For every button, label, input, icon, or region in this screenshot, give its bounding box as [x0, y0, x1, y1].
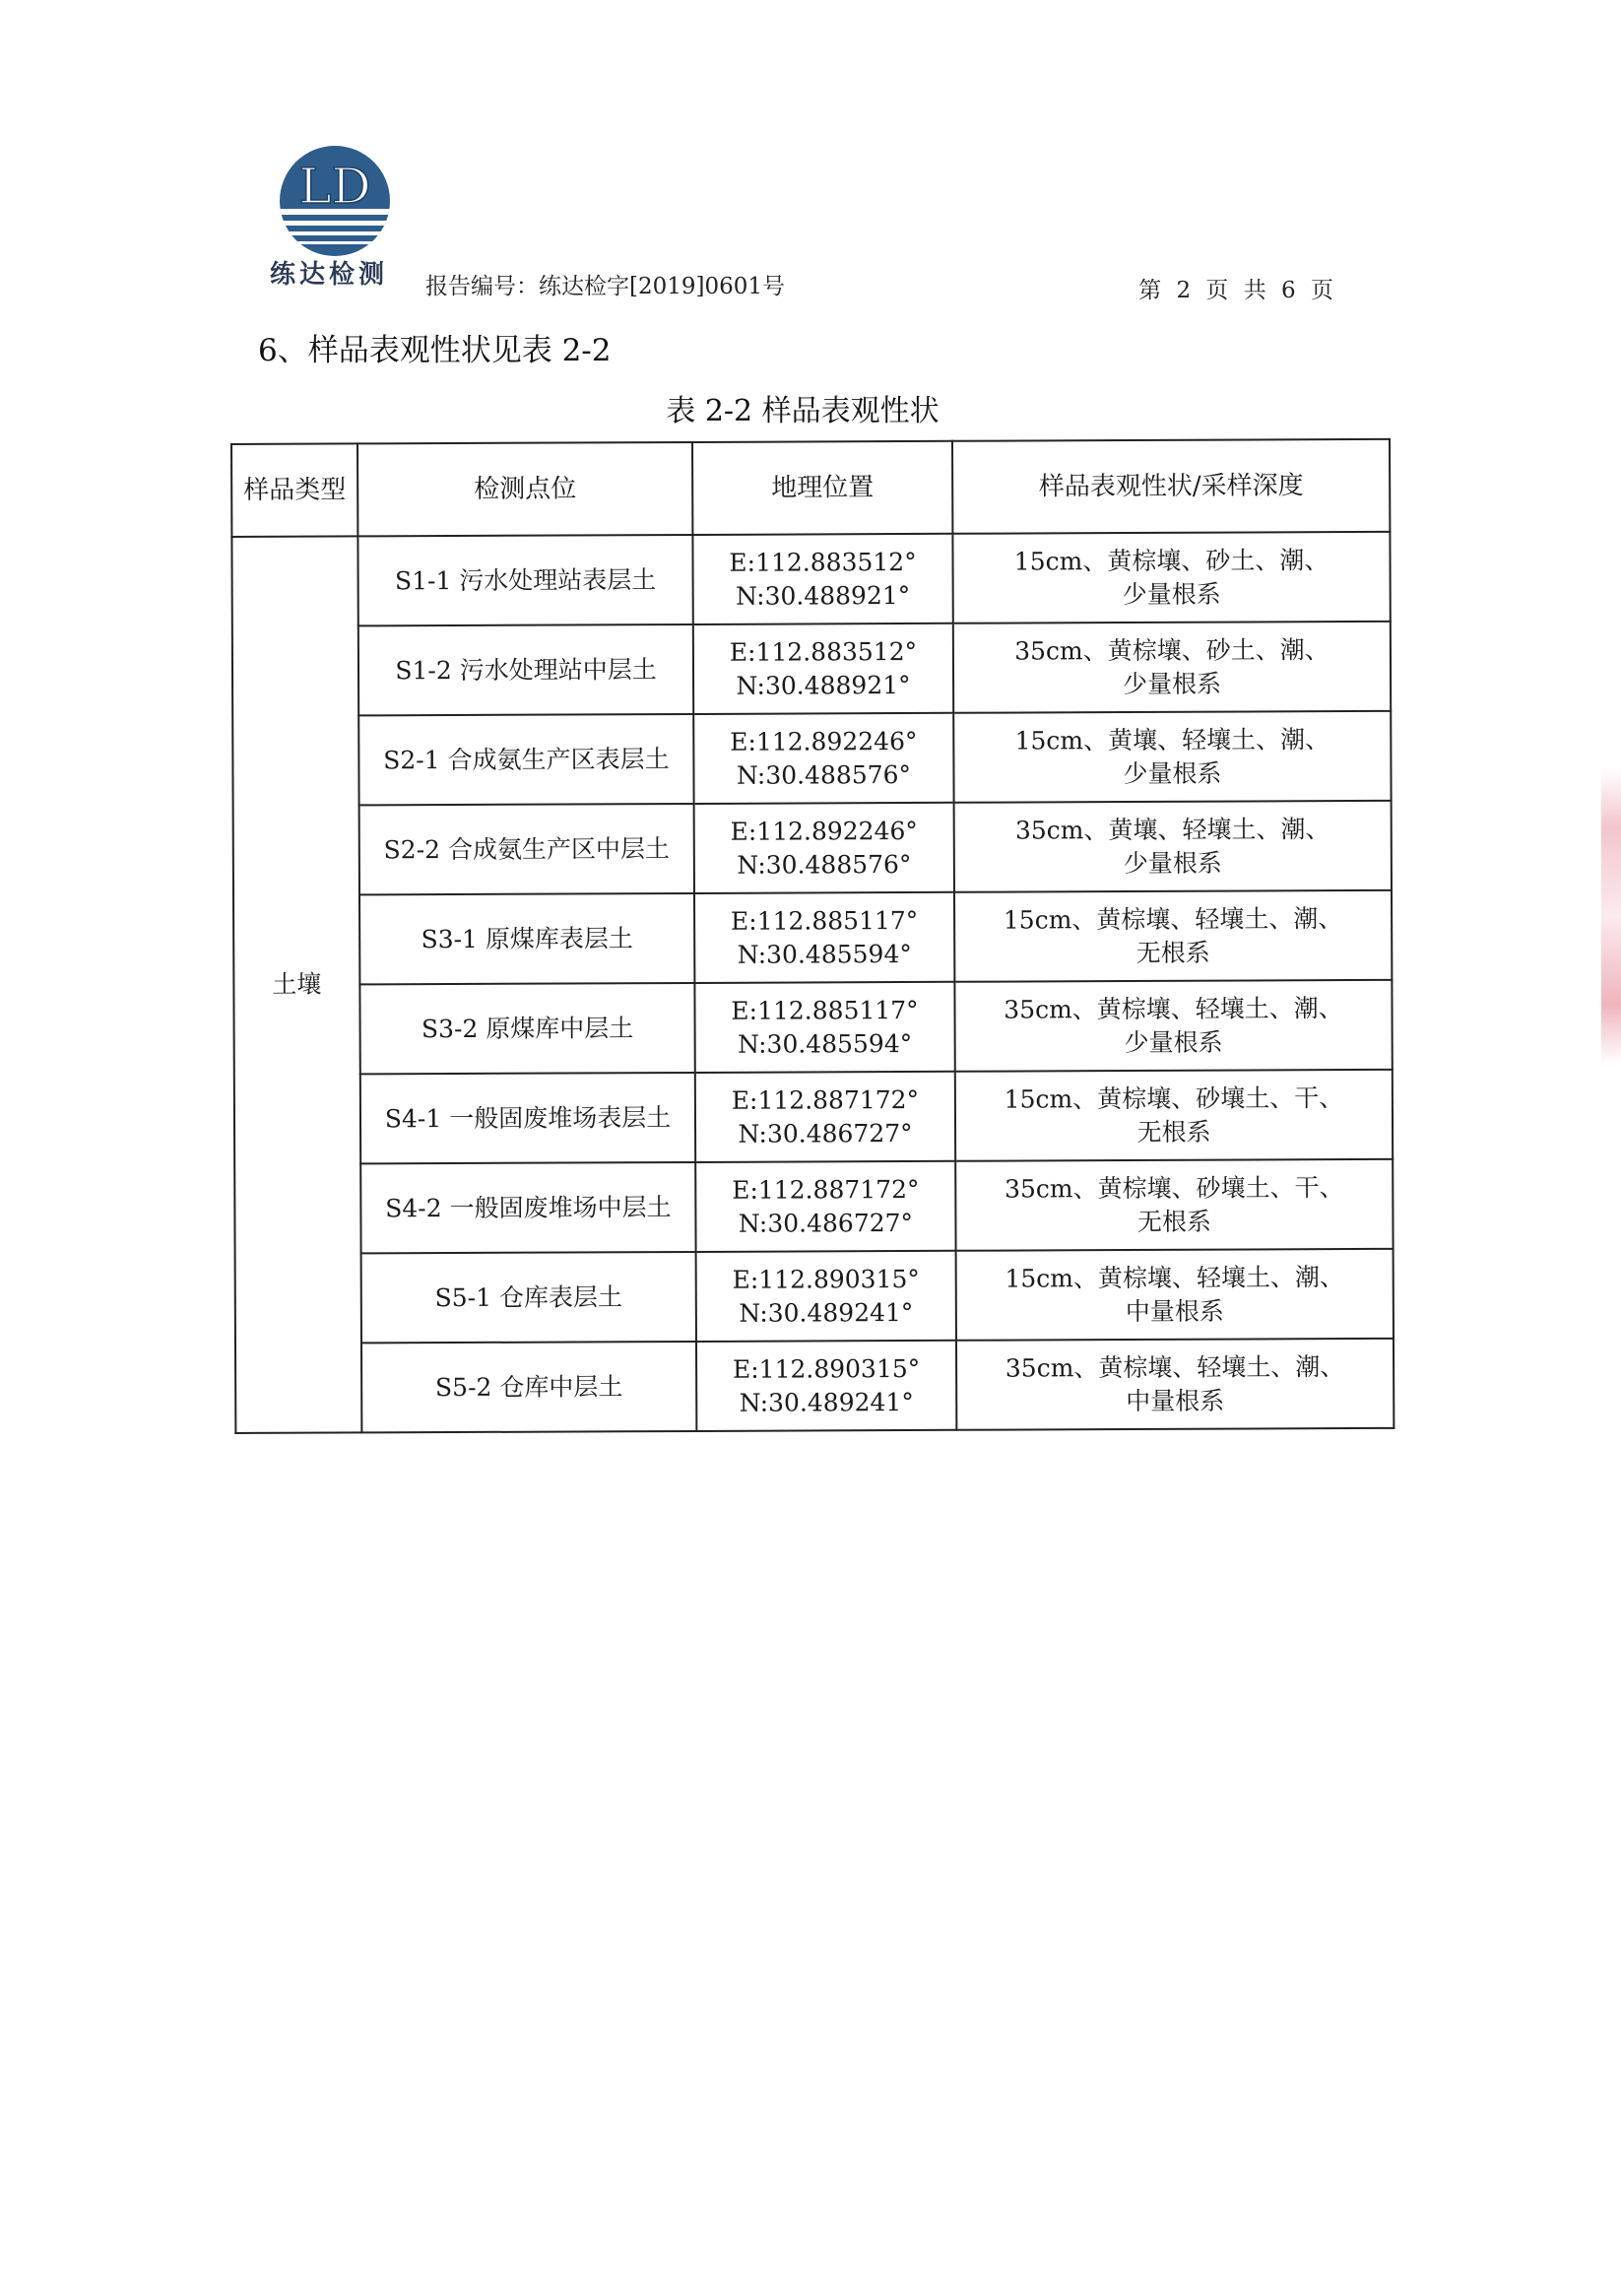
longitude: E:112.890315° [732, 1353, 921, 1384]
test-point-cell: S5-1 仓库表层土 [361, 1252, 696, 1343]
longitude: E:112.887172° [732, 1174, 920, 1205]
header-appearance: 样品表观性状/采样深度 [952, 439, 1390, 534]
test-point-cell: S3-1 原煤库表层土 [359, 893, 694, 984]
latitude: N:30.488921° [736, 670, 911, 700]
test-point-cell: S4-1 一般固废堆场表层土 [360, 1073, 695, 1163]
table-caption: 表 2-2 样品表观性状 [666, 394, 940, 428]
sample-type-cell: 土壤 [231, 536, 361, 1433]
appearance-cell [954, 980, 1392, 1072]
location-cell [694, 892, 954, 983]
latitude: N:30.488576° [737, 849, 912, 880]
appearance-line-1: 15cm、黄棕壤、轻壤土、潮、 [1005, 1262, 1345, 1293]
logo-name: 练达检测 [270, 260, 389, 290]
table-row [231, 532, 1390, 626]
latitude: N:30.488576° [736, 759, 912, 790]
location-cell [693, 713, 953, 804]
table-row [234, 1070, 1393, 1164]
header-test-point: 检测点位 [357, 442, 692, 536]
latitude: N:30.486727° [738, 1208, 914, 1238]
table-row [235, 1249, 1394, 1344]
appearance-line-1: 15cm、黄棕壤、砂壤土、干、 [1004, 1082, 1344, 1114]
test-point-cell: S1-1 污水处理站表层土 [357, 535, 692, 625]
header-location: 地理位置 [692, 441, 952, 535]
longitude: E:112.883512° [729, 547, 917, 577]
test-point-cell: S4-2 一般固废堆场中层土 [360, 1162, 695, 1253]
section-heading: 6、样品表观性状见表 2-2 [258, 333, 612, 368]
header-sample-type: 样品类型 [231, 443, 357, 537]
table-header-row [231, 439, 1390, 537]
appearance-line-1: 35cm、黄棕壤、砂土、潮、 [1014, 634, 1329, 666]
latitude: N:30.485594° [738, 1028, 913, 1059]
location-cell [696, 1251, 956, 1342]
location-cell [694, 803, 954, 893]
appearance-cell [954, 890, 1392, 982]
appearance-line-1: 35cm、黄棕壤、轻壤土、潮、 [1004, 993, 1343, 1024]
appearance-cell [953, 622, 1391, 713]
appearance-line-2: 无根系 [1135, 938, 1210, 967]
appearance-cell [952, 532, 1390, 623]
appearance-line-2: 无根系 [1136, 1117, 1211, 1147]
appearance-line-2: 少量根系 [1122, 669, 1222, 698]
logo-letters: LD [298, 158, 371, 215]
table-row [235, 1339, 1394, 1433]
appearance-line-2: 少量根系 [1123, 848, 1222, 878]
report-number: 报告编号：练达检字[2019]0601号 [425, 274, 786, 299]
appearance-line-1: 35cm、黄棕壤、轻壤土、潮、 [1005, 1351, 1345, 1383]
table-row [233, 980, 1392, 1075]
appearance-line-2: 中量根系 [1125, 1296, 1224, 1326]
location-cell [695, 1161, 955, 1252]
latitude: N:30.486727° [738, 1118, 913, 1148]
page-indicator: 第 2 页 共 6 页 [1138, 278, 1333, 303]
test-point-cell: S5-2 仓库中层土 [361, 1342, 696, 1432]
appearance-cell [955, 1159, 1393, 1251]
appearance-line-2: 少量根系 [1122, 579, 1221, 609]
appearance-line-2: 少量根系 [1123, 758, 1222, 788]
appearance-cell [953, 711, 1391, 803]
appearance-line-2: 中量根系 [1126, 1386, 1225, 1415]
latitude: N:30.489241° [739, 1387, 914, 1417]
latitude: N:30.489241° [739, 1297, 914, 1328]
location-cell [693, 623, 953, 714]
test-point-cell: S1-2 污水处理站中层土 [358, 624, 693, 715]
appearance-line-1: 35cm、黄棕壤、砂壤土、干、 [1004, 1172, 1344, 1204]
table-row [233, 801, 1392, 895]
sample-appearance-table [230, 438, 1394, 1434]
appearance-cell [956, 1249, 1394, 1341]
appearance-line-1: 35cm、黄壤、轻壤土、潮、 [1014, 814, 1330, 845]
appearance-line-1: 15cm、黄棕壤、砂土、潮、 [1013, 545, 1329, 576]
location-cell [692, 534, 952, 624]
test-point-cell: S2-2 合成氨生产区中层土 [359, 804, 694, 894]
test-point-cell: S2-1 合成氨生产区表层土 [358, 714, 693, 805]
table-caption-wrap [0, 386, 1621, 429]
longitude: E:112.892246° [730, 816, 918, 846]
location-cell [695, 1072, 955, 1162]
longitude: E:112.887172° [731, 1084, 920, 1115]
latitude: N:30.488921° [736, 580, 911, 611]
table-row [234, 1159, 1393, 1254]
location-cell [694, 982, 954, 1073]
seal-stamp-fragment [1601, 768, 1621, 1064]
longitude: E:112.885117° [730, 905, 919, 936]
appearance-line-1: 15cm、黄壤、轻壤土、潮、 [1014, 724, 1330, 755]
longitude: E:112.892246° [730, 726, 918, 756]
latitude: N:30.485594° [737, 939, 912, 969]
longitude: E:112.890315° [732, 1264, 920, 1294]
location-cell [696, 1341, 956, 1431]
appearance-line-1: 15cm、黄棕壤、轻壤土、潮、 [1003, 903, 1343, 935]
appearance-cell [956, 1339, 1394, 1430]
table-row [233, 890, 1392, 985]
longitude: E:112.883512° [729, 636, 918, 667]
longitude: E:112.885117° [731, 995, 919, 1025]
appearance-line-2: 少量根系 [1124, 1027, 1223, 1057]
table-row [232, 711, 1391, 806]
test-point-cell: S3-2 原煤库中层土 [359, 983, 694, 1074]
table-row [232, 622, 1391, 716]
appearance-line-2: 无根系 [1136, 1207, 1212, 1236]
appearance-cell [955, 1070, 1393, 1161]
appearance-cell [954, 801, 1392, 892]
